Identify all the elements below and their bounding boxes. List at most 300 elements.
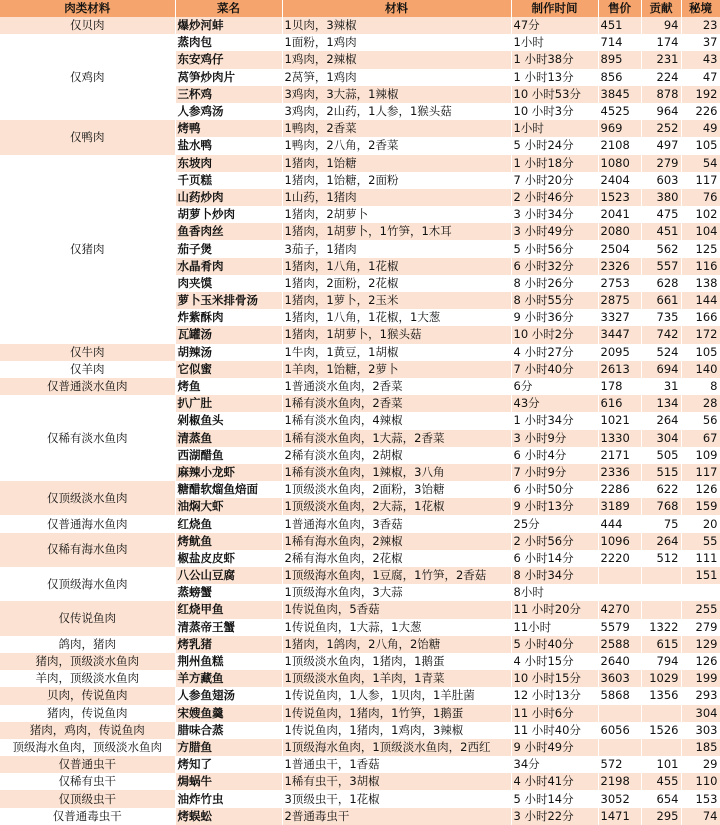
meat-type-cell: 鸽肉，猪肉 — [0, 636, 175, 653]
ingredients-cell: 1普通淡水鱼肉，2香菜 — [282, 378, 511, 395]
dish-name-cell: 烤鸭 — [175, 120, 282, 137]
cook-time-cell: 25分 — [511, 515, 598, 532]
dish-name-cell: 清蒸帝王蟹 — [175, 619, 282, 636]
dish-name-cell: 蒸肉包 — [175, 34, 282, 51]
secret-realm-cell: 304 — [681, 705, 720, 722]
dish-name-cell: 烤知了 — [175, 756, 282, 773]
secret-realm-cell: 255 — [681, 601, 720, 618]
contribution-cell: 794 — [641, 653, 681, 670]
ingredients-cell: 2稀有海水鱼肉，2花椒 — [282, 550, 511, 567]
cook-time-cell: 5 小时40分 — [511, 636, 598, 653]
price-cell: 2336 — [598, 464, 641, 481]
secret-realm-cell: 279 — [681, 619, 720, 636]
contribution-cell: 694 — [641, 361, 681, 378]
price-cell: 5868 — [598, 687, 641, 704]
secret-realm-cell: 56 — [681, 412, 720, 429]
cook-time-cell: 5 小时56分 — [511, 240, 598, 257]
secret-realm-cell: 76 — [681, 189, 720, 206]
dish-name-cell: 烤蜈蚣 — [175, 808, 282, 825]
price-cell: 2041 — [598, 206, 641, 223]
price-cell: 2504 — [598, 240, 641, 257]
secret-realm-cell: 226 — [681, 103, 720, 120]
secret-realm-cell: 129 — [681, 636, 720, 653]
price-cell: 178 — [598, 378, 641, 395]
ingredients-cell: 1传说鱼肉，1猪肉，1竹笋，1鹅蛋 — [282, 705, 511, 722]
contribution-cell: 295 — [641, 808, 681, 825]
ingredients-cell: 1稀有淡水鱼肉，4辣椒 — [282, 412, 511, 429]
secret-realm-cell: 29 — [681, 756, 720, 773]
table-row — [0, 533, 720, 550]
dish-name-cell: 扒广肚 — [175, 395, 282, 412]
dish-name-cell: 糖醋软熘鱼焙面 — [175, 481, 282, 498]
header-cook-time: 制作时间 — [511, 0, 598, 17]
contribution-cell: 101 — [641, 756, 681, 773]
cook-time-cell: 1小时 — [511, 120, 598, 137]
contribution-cell: 497 — [641, 137, 681, 154]
ingredients-cell: 1传说鱼肉，1猪肉，1鸡肉，3辣椒 — [282, 722, 511, 739]
cook-time-cell: 8 小时34分 — [511, 567, 598, 584]
contribution-cell: 1526 — [641, 722, 681, 739]
contribution-cell: 515 — [641, 464, 681, 481]
price-cell: 856 — [598, 69, 641, 86]
contribution-cell — [641, 739, 681, 756]
meat-type-cell: 仅鸡肉 — [0, 34, 175, 120]
contribution-cell: 455 — [641, 773, 681, 790]
dish-name-cell: 人参鸡汤 — [175, 103, 282, 120]
contribution-cell: 562 — [641, 240, 681, 257]
contribution-cell: 557 — [641, 258, 681, 275]
contribution-cell: 654 — [641, 790, 681, 807]
cook-time-cell: 9 小时49分 — [511, 739, 598, 756]
meat-type-cell: 贝肉，传说鱼肉 — [0, 687, 175, 704]
meat-type-cell: 仅普通淡水鱼肉 — [0, 378, 175, 395]
cook-time-cell: 11 小时40分 — [511, 722, 598, 739]
ingredients-cell: 1稀有虫干，3胡椒 — [282, 773, 511, 790]
contribution-cell: 304 — [641, 430, 681, 447]
cook-time-cell: 10 小时2分 — [511, 326, 598, 343]
ingredients-cell: 1羊肉，1饴糖，2萝卜 — [282, 361, 511, 378]
dish-name-cell: 红烧甲鱼 — [175, 601, 282, 618]
price-cell: 3327 — [598, 309, 641, 326]
dish-name-cell: 炸紫酥肉 — [175, 309, 282, 326]
meat-type-cell: 仅普通海水鱼肉 — [0, 515, 175, 532]
dish-name-cell: 羊方藏鱼 — [175, 670, 282, 687]
cook-time-cell: 4 小时15分 — [511, 653, 598, 670]
dish-name-cell: 红烧鱼 — [175, 515, 282, 532]
dish-name-cell: 水晶肴肉 — [175, 258, 282, 275]
dish-name-cell: 茄子煲 — [175, 240, 282, 257]
secret-realm-cell: 117 — [681, 464, 720, 481]
secret-realm-cell: 192 — [681, 86, 720, 103]
contribution-cell: 174 — [641, 34, 681, 51]
dish-name-cell: 莴笋炒肉片 — [175, 69, 282, 86]
contribution-cell: 224 — [641, 69, 681, 86]
ingredients-cell: 1顶级淡水鱼肉，1羊肉，1青菜 — [282, 670, 511, 687]
contribution-cell: 252 — [641, 120, 681, 137]
secret-realm-cell: 74 — [681, 808, 720, 825]
price-cell: 2286 — [598, 481, 641, 498]
meat-type-cell: 仅稀有海水鱼肉 — [0, 533, 175, 567]
price-cell — [598, 739, 641, 756]
secret-realm-cell: 140 — [681, 361, 720, 378]
cook-time-cell: 11小时 — [511, 619, 598, 636]
table-row — [0, 705, 720, 722]
dish-name-cell: 宋嫂鱼羹 — [175, 705, 282, 722]
secret-realm-cell: 8 — [681, 378, 720, 395]
cook-time-cell: 3 小时9分 — [511, 430, 598, 447]
ingredients-cell: 1普通海水鱼肉，3香菇 — [282, 515, 511, 532]
dish-name-cell: 萝卜玉米排骨汤 — [175, 292, 282, 309]
contribution-cell: 628 — [641, 275, 681, 292]
price-cell: 895 — [598, 51, 641, 68]
contribution-cell: 964 — [641, 103, 681, 120]
header-contribution: 贡献 — [641, 0, 681, 17]
table-body — [0, 17, 720, 825]
cook-time-cell: 7 小时9分 — [511, 464, 598, 481]
ingredients-cell: 2普通毒虫干 — [282, 808, 511, 825]
cook-time-cell: 8 小时26分 — [511, 275, 598, 292]
contribution-cell: 231 — [641, 51, 681, 68]
dish-name-cell: 西湖醋鱼 — [175, 447, 282, 464]
dish-name-cell: 荆州鱼糕 — [175, 653, 282, 670]
secret-realm-cell: 23 — [681, 17, 720, 34]
secret-realm-cell: 110 — [681, 773, 720, 790]
dish-name-cell: 人参鱼翅汤 — [175, 687, 282, 704]
secret-realm-cell: 47 — [681, 69, 720, 86]
ingredients-cell: 1顶级淡水鱼肉，1猪肉，1鹅蛋 — [282, 653, 511, 670]
secret-realm-cell: 37 — [681, 34, 720, 51]
ingredients-cell: 1鸡肉，2辣椒 — [282, 51, 511, 68]
ingredients-cell: 1牛肉，1黄豆，1胡椒 — [282, 344, 511, 361]
contribution-cell — [641, 601, 681, 618]
secret-realm-cell: 102 — [681, 206, 720, 223]
price-cell: 3845 — [598, 86, 641, 103]
ingredients-cell: 1猪肉，2面粉，2花椒 — [282, 275, 511, 292]
cook-time-cell: 5 小时24分 — [511, 137, 598, 154]
meat-type-cell: 猪肉，传说鱼肉 — [0, 705, 175, 722]
cook-time-cell: 11 小时20分 — [511, 601, 598, 618]
ingredients-cell: 1鸭肉，2八角，2香菜 — [282, 137, 511, 154]
cook-time-cell: 7 小时40分 — [511, 361, 598, 378]
meat-type-cell: 仅顶级海水鱼肉 — [0, 567, 175, 601]
ingredients-cell: 3鸡肉，3大蒜，1辣椒 — [282, 86, 511, 103]
ingredients-cell: 1猪肉，1胡萝卜，1竹笋，1木耳 — [282, 223, 511, 240]
ingredients-cell: 1面粉，1鸡肉 — [282, 34, 511, 51]
contribution-cell: 31 — [641, 378, 681, 395]
dish-name-cell: 盐水鸭 — [175, 137, 282, 154]
table-row — [0, 395, 720, 412]
table-row — [0, 653, 720, 670]
secret-realm-cell: 28 — [681, 395, 720, 412]
dish-name-cell: 八公山豆腐 — [175, 567, 282, 584]
table-row — [0, 790, 720, 807]
cook-time-cell: 9 小时36分 — [511, 309, 598, 326]
cook-time-cell: 7 小时20分 — [511, 172, 598, 189]
contribution-cell: 279 — [641, 155, 681, 172]
ingredients-cell: 1猪肉，1八角，1花椒，1大葱 — [282, 309, 511, 326]
price-cell: 2095 — [598, 344, 641, 361]
table-row — [0, 722, 720, 739]
ingredients-cell: 1传说鱼肉，5香菇 — [282, 601, 511, 618]
secret-realm-cell: 151 — [681, 567, 720, 584]
price-cell: 2404 — [598, 172, 641, 189]
header-dish-name: 菜名 — [175, 0, 282, 17]
ingredients-cell: 1顶级海水鱼肉，1豆腐，1竹笋，2香菇 — [282, 567, 511, 584]
contribution-cell — [641, 584, 681, 601]
header-meat-type: 肉类材料 — [0, 0, 175, 17]
secret-realm-cell: 116 — [681, 258, 720, 275]
price-cell: 1021 — [598, 412, 641, 429]
contribution-cell: 878 — [641, 86, 681, 103]
cook-time-cell: 43分 — [511, 395, 598, 412]
dish-name-cell: 三杯鸡 — [175, 86, 282, 103]
secret-realm-cell: 303 — [681, 722, 720, 739]
dish-name-cell: 清蒸鱼 — [175, 430, 282, 447]
ingredients-cell: 1鸭肉，2香菜 — [282, 120, 511, 137]
header-price: 售价 — [598, 0, 641, 17]
cook-time-cell: 6 小时4分 — [511, 447, 598, 464]
cook-time-cell: 1 小时13分 — [511, 69, 598, 86]
dish-name-cell: 山药炒肉 — [175, 189, 282, 206]
contribution-cell: 94 — [641, 17, 681, 34]
contribution-cell: 134 — [641, 395, 681, 412]
price-cell: 969 — [598, 120, 641, 137]
price-cell: 1523 — [598, 189, 641, 206]
ingredients-cell: 1顶级淡水鱼肉，2大蒜，1花椒 — [282, 498, 511, 515]
contribution-cell — [641, 705, 681, 722]
price-cell: 572 — [598, 756, 641, 773]
cook-time-cell: 4 小时41分 — [511, 773, 598, 790]
dish-name-cell: 蒸螃蟹 — [175, 584, 282, 601]
dish-name-cell: 焗蜗牛 — [175, 773, 282, 790]
ingredients-cell: 1猪肉，2胡萝卜 — [282, 206, 511, 223]
meat-type-cell: 仅猪肉 — [0, 155, 175, 344]
secret-realm-cell: 144 — [681, 292, 720, 309]
dish-name-cell: 剁椒鱼头 — [175, 412, 282, 429]
meat-type-cell: 仅稀有虫干 — [0, 773, 175, 790]
dish-name-cell: 东安鸡仔 — [175, 51, 282, 68]
price-cell: 2588 — [598, 636, 641, 653]
table-row — [0, 687, 720, 704]
dish-name-cell: 油焖大虾 — [175, 498, 282, 515]
meat-type-cell: 仅普通毒虫干 — [0, 808, 175, 825]
table-row — [0, 601, 720, 618]
secret-realm-cell: 125 — [681, 240, 720, 257]
secret-realm-cell: 172 — [681, 326, 720, 343]
dish-name-cell: 爆炒河蚌 — [175, 17, 282, 34]
cook-time-cell: 10 小时15分 — [511, 670, 598, 687]
price-cell: 714 — [598, 34, 641, 51]
ingredients-cell: 1猪肉，1饴糖，2面粉 — [282, 172, 511, 189]
secret-realm-cell: 153 — [681, 790, 720, 807]
price-cell — [598, 567, 641, 584]
secret-realm-cell: 67 — [681, 430, 720, 447]
price-cell: 444 — [598, 515, 641, 532]
secret-realm-cell: 199 — [681, 670, 720, 687]
price-cell: 2326 — [598, 258, 641, 275]
table-row — [0, 567, 720, 584]
dish-name-cell: 胡萝卜炒肉 — [175, 206, 282, 223]
table-row — [0, 808, 720, 825]
meat-type-cell: 仅顶级淡水鱼肉 — [0, 481, 175, 515]
table-row — [0, 344, 720, 361]
ingredients-cell: 1猪肉，1胡萝卜，1猴头菇 — [282, 326, 511, 343]
ingredients-cell: 1猪肉，1萝卜，2玉米 — [282, 292, 511, 309]
table-row — [0, 515, 720, 532]
contribution-cell: 615 — [641, 636, 681, 653]
contribution-cell: 380 — [641, 189, 681, 206]
dish-name-cell: 鱼香肉丝 — [175, 223, 282, 240]
secret-realm-cell: 54 — [681, 155, 720, 172]
cook-time-cell: 4 小时27分 — [511, 344, 598, 361]
dish-name-cell: 千页糕 — [175, 172, 282, 189]
price-cell: 451 — [598, 17, 641, 34]
price-cell: 5579 — [598, 619, 641, 636]
price-cell: 4525 — [598, 103, 641, 120]
secret-realm-cell: 49 — [681, 120, 720, 137]
cook-time-cell: 6分 — [511, 378, 598, 395]
price-cell: 2220 — [598, 550, 641, 567]
ingredients-cell: 1猪肉，1饴糖 — [282, 155, 511, 172]
contribution-cell: 475 — [641, 206, 681, 223]
cook-time-cell: 12 小时13分 — [511, 687, 598, 704]
cook-time-cell: 3 小时34分 — [511, 206, 598, 223]
dish-name-cell: 麻辣小龙虾 — [175, 464, 282, 481]
dish-name-cell: 椒盐皮皮虾 — [175, 550, 282, 567]
table-row — [0, 670, 720, 687]
dish-name-cell: 胡辣汤 — [175, 344, 282, 361]
cook-time-cell: 8小时 — [511, 584, 598, 601]
table-row — [0, 739, 720, 756]
ingredients-cell: 1稀有淡水鱼肉，1辣椒，3八角 — [282, 464, 511, 481]
price-cell — [598, 584, 641, 601]
price-cell: 1080 — [598, 155, 641, 172]
header-secret-realm: 秘境 — [681, 0, 720, 17]
dish-name-cell: 烤鱼 — [175, 378, 282, 395]
secret-realm-cell: 166 — [681, 309, 720, 326]
ingredients-cell: 1顶级淡水鱼肉，2面粉，3饴糖 — [282, 481, 511, 498]
ingredients-cell: 1猪肉，1八角，1花椒 — [282, 258, 511, 275]
table-row — [0, 361, 720, 378]
dish-name-cell: 肉夹馍 — [175, 275, 282, 292]
meat-type-cell: 顶级海水鱼肉，顶级淡水鱼肉 — [0, 739, 175, 756]
cook-time-cell: 10 小时3分 — [511, 103, 598, 120]
table-row — [0, 756, 720, 773]
dish-name-cell: 油炸竹虫 — [175, 790, 282, 807]
price-cell: 2613 — [598, 361, 641, 378]
cook-time-cell: 1 小时34分 — [511, 412, 598, 429]
dish-name-cell: 烤乳猪 — [175, 636, 282, 653]
secret-realm-cell: 126 — [681, 653, 720, 670]
table-row — [0, 636, 720, 653]
price-cell: 3189 — [598, 498, 641, 515]
contribution-cell: 661 — [641, 292, 681, 309]
secret-realm-cell: 105 — [681, 344, 720, 361]
meat-type-cell: 仅羊肉 — [0, 361, 175, 378]
ingredients-cell: 1传说鱼肉，1大蒜，1大葱 — [282, 619, 511, 636]
table-row — [0, 120, 720, 137]
table-row — [0, 481, 720, 498]
contribution-cell: 264 — [641, 533, 681, 550]
cook-time-cell: 1 小时18分 — [511, 155, 598, 172]
secret-realm-cell: 109 — [681, 447, 720, 464]
contribution-cell: 451 — [641, 223, 681, 240]
secret-realm-cell — [681, 584, 720, 601]
ingredients-cell: 2莴笋，1鸡肉 — [282, 69, 511, 86]
secret-realm-cell: 159 — [681, 498, 720, 515]
table-row — [0, 17, 720, 34]
price-cell: 1330 — [598, 430, 641, 447]
header-row — [0, 0, 720, 17]
cook-time-cell: 6 小时50分 — [511, 481, 598, 498]
meat-type-cell: 仅稀有淡水鱼肉 — [0, 395, 175, 481]
ingredients-cell: 1顶级海水鱼肉，3大蒜 — [282, 584, 511, 601]
contribution-cell: 512 — [641, 550, 681, 567]
secret-realm-cell: 104 — [681, 223, 720, 240]
dish-name-cell: 腊味合蒸 — [175, 722, 282, 739]
price-cell: 3447 — [598, 326, 641, 343]
ingredients-cell: 3茄子，1猪肉 — [282, 240, 511, 257]
secret-realm-cell: 55 — [681, 533, 720, 550]
secret-realm-cell: 185 — [681, 739, 720, 756]
ingredients-cell: 3顶级虫干，1花椒 — [282, 790, 511, 807]
cook-time-cell: 3 小时22分 — [511, 808, 598, 825]
price-cell — [598, 705, 641, 722]
contribution-cell: 735 — [641, 309, 681, 326]
table-row — [0, 34, 720, 51]
header-ingredients: 材料 — [282, 0, 511, 17]
price-cell: 2875 — [598, 292, 641, 309]
meat-type-cell: 仅传说鱼肉 — [0, 601, 175, 635]
ingredients-cell: 1顶级海水鱼肉，1顶级淡水鱼肉，2西红 — [282, 739, 511, 756]
price-cell: 2753 — [598, 275, 641, 292]
ingredients-cell: 1稀有海水鱼肉，2辣椒 — [282, 533, 511, 550]
contribution-cell: 75 — [641, 515, 681, 532]
cook-time-cell: 11 小时6分 — [511, 705, 598, 722]
price-cell: 6056 — [598, 722, 641, 739]
contribution-cell: 505 — [641, 447, 681, 464]
meat-type-cell: 仅普通虫干 — [0, 756, 175, 773]
cook-time-cell: 3 小时49分 — [511, 223, 598, 240]
meat-type-cell: 仅牛肉 — [0, 344, 175, 361]
cook-time-cell: 9 小时13分 — [511, 498, 598, 515]
contribution-cell: 1356 — [641, 687, 681, 704]
table-row — [0, 378, 720, 395]
contribution-cell: 264 — [641, 412, 681, 429]
ingredients-cell: 1猪肉，1鸽肉，2八角，2饴糖 — [282, 636, 511, 653]
cook-time-cell: 2 小时46分 — [511, 189, 598, 206]
dish-name-cell: 方腊鱼 — [175, 739, 282, 756]
dish-name-cell: 瓦罐汤 — [175, 326, 282, 343]
price-cell: 2171 — [598, 447, 641, 464]
cook-time-cell: 6 小时14分 — [511, 550, 598, 567]
secret-realm-cell: 138 — [681, 275, 720, 292]
ingredients-cell: 3鸡肉，2山药，1人参，1猴头菇 — [282, 103, 511, 120]
secret-realm-cell: 20 — [681, 515, 720, 532]
price-cell: 616 — [598, 395, 641, 412]
meat-type-cell: 猪肉，顶级淡水鱼肉 — [0, 653, 175, 670]
contribution-cell: 603 — [641, 172, 681, 189]
ingredients-cell: 1贝肉，3辣椒 — [282, 17, 511, 34]
ingredients-cell: 1山药，1猪肉 — [282, 189, 511, 206]
meat-type-cell: 羊肉，顶级淡水鱼肉 — [0, 670, 175, 687]
meat-type-cell: 仅顶级虫干 — [0, 790, 175, 807]
secret-realm-cell: 111 — [681, 550, 720, 567]
ingredients-cell: 1稀有淡水鱼肉，2香菜 — [282, 395, 511, 412]
contribution-cell: 768 — [641, 498, 681, 515]
cook-time-cell: 10 小时53分 — [511, 86, 598, 103]
contribution-cell: 524 — [641, 344, 681, 361]
